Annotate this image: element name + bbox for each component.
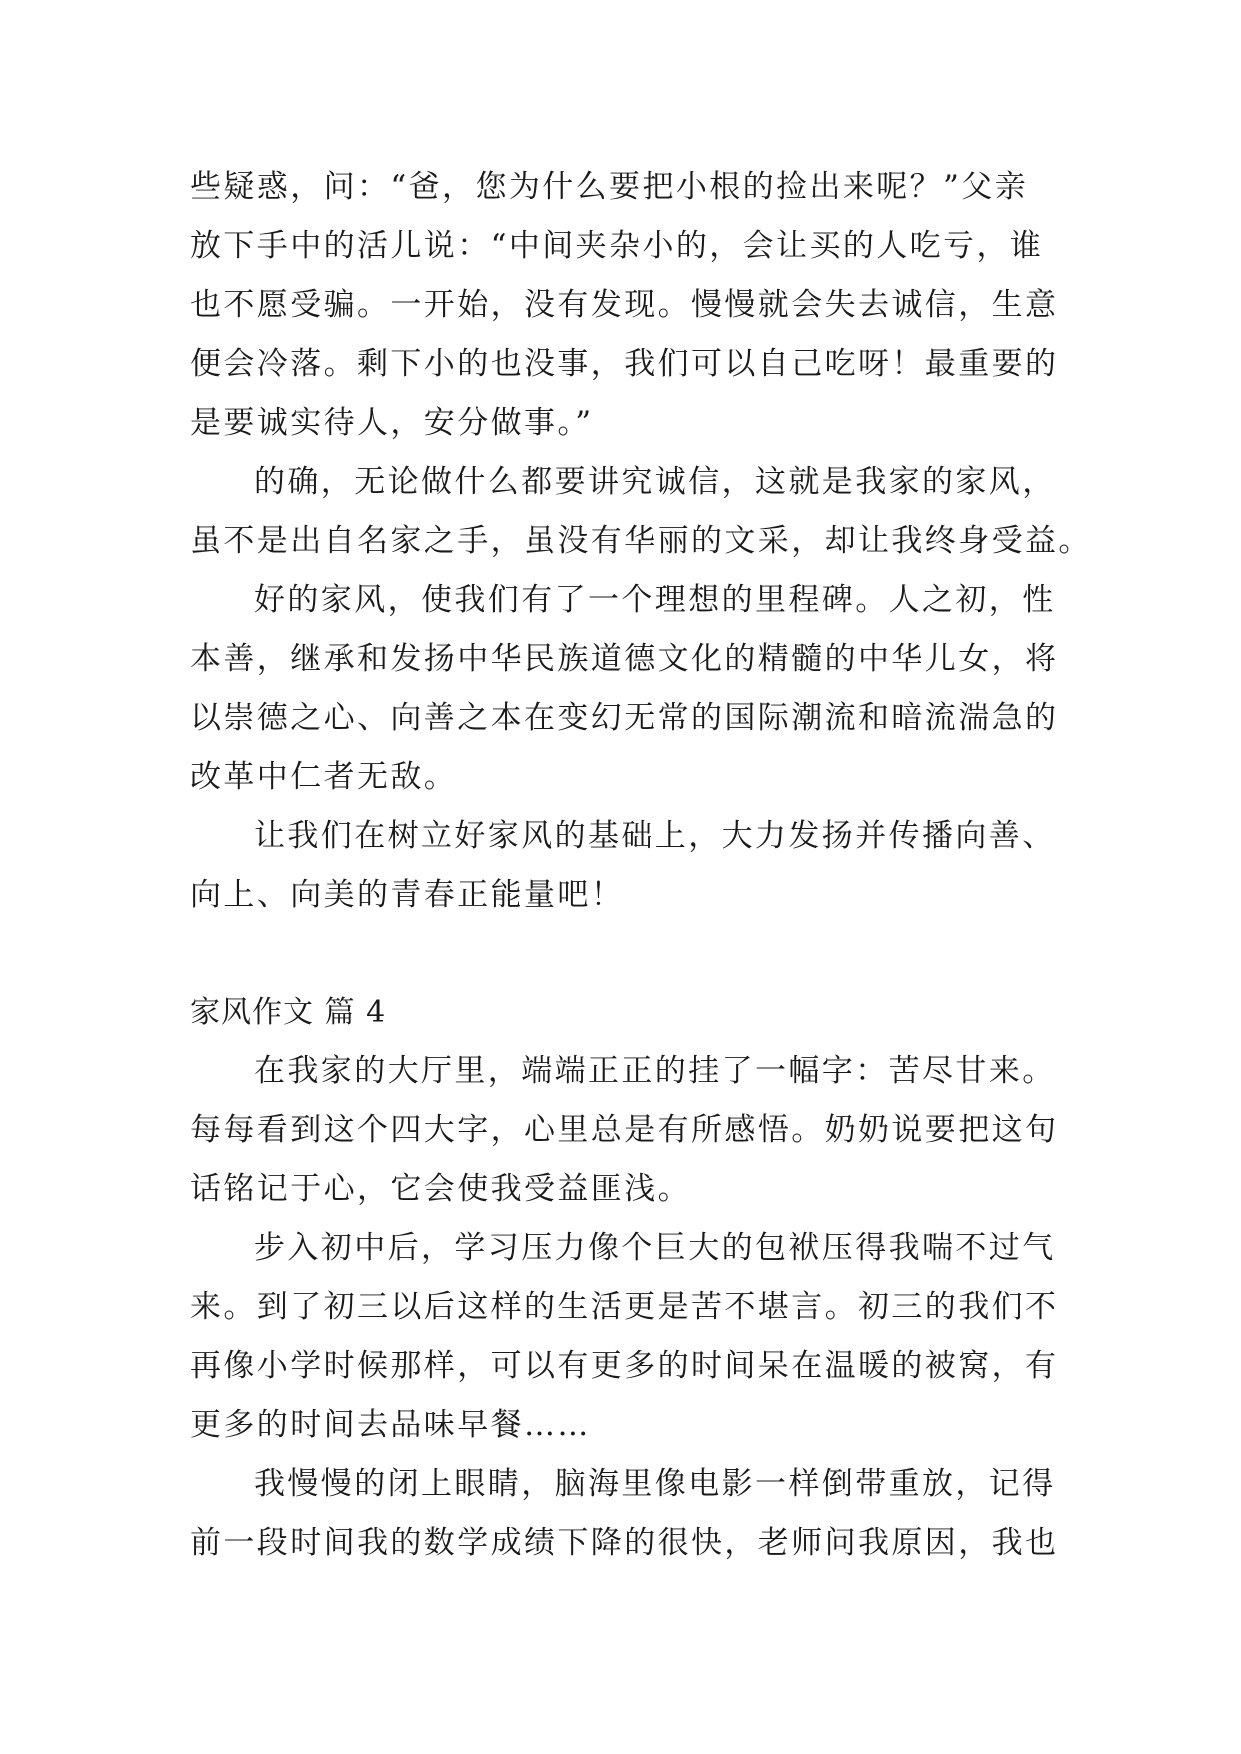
paragraph-first-line: 好的家风，使我们有了一个理想的里程碑。人之初，性 [254, 582, 1056, 618]
document-body [190, 158, 1092, 1573]
paragraph-first-line: 让我们在树立好家风的基础上，大力发扬并传播向善、 [254, 818, 1056, 854]
section-gap [190, 925, 1070, 983]
text-line: 以崇德之心、向善之本在变幻无常的国际潮流和暗流湍急的 [190, 700, 1059, 736]
paragraph-first-line: 的确，无论做什么都要讲究诚信，这就是我家的家风， [254, 464, 1056, 500]
section-heading: 家风作文 篇 4 [190, 995, 387, 1030]
text-line: 本善，继承和发扬中华民族道德文化的精髓的中华儿女，将 [190, 641, 1059, 677]
text-line: 前一段时间我的数学成绩下降的很快，老师问我原因，我也 [190, 1525, 1059, 1561]
text-line: 虽不是出自名家之手，虽没有华丽的文采，却让我终身受益。 [190, 523, 1092, 559]
paragraph-first-line: 步入初中后，学习压力像个巨大的包袱压得我喘不过气 [254, 1230, 1056, 1266]
text-line: 也不愿受骗。一开始，没有发现。慢慢就会失去诚信，生意 [190, 287, 1059, 323]
text-line: 是要诚实待人，安分做事。” [190, 405, 594, 441]
text-line: 便会冷落。剩下小的也没事，我们可以自己吃呀！最重要的 [190, 346, 1059, 382]
text-line: 些疑惑，问：“爸，您为什么要把小根的捡出来呢？”父亲 [190, 169, 1029, 205]
paragraph-first-line: 在我家的大厅里，端端正正的挂了一幅字：苦尽甘来。 [254, 1053, 1056, 1089]
text-line: 来。到了初三以后这样的生活更是苦不堪言。初三的我们不 [190, 1289, 1059, 1325]
text-line: 再像小学时候那样，可以有更多的时间呆在温暖的被窝，有 [190, 1348, 1059, 1384]
text-line: 话铭记于心，它会使我受益匪浅。 [190, 1171, 691, 1207]
text-line: 更多的时间去品味早餐…… [190, 1407, 591, 1443]
text-line: 放下手中的活儿说：“中间夹杂小的，会让买的人吃亏，谁 [190, 228, 1044, 264]
text-line: 向上、向美的青春正能量吧！ [190, 877, 625, 913]
paragraph-first-line: 我慢慢的闭上眼睛，脑海里像电影一样倒带重放，记得 [254, 1466, 1056, 1502]
text-line: 每每看到这个四大字，心里总是有所感悟。奶奶说要把这句 [190, 1112, 1059, 1148]
text-line: 改革中仁者无敌。 [190, 759, 458, 795]
